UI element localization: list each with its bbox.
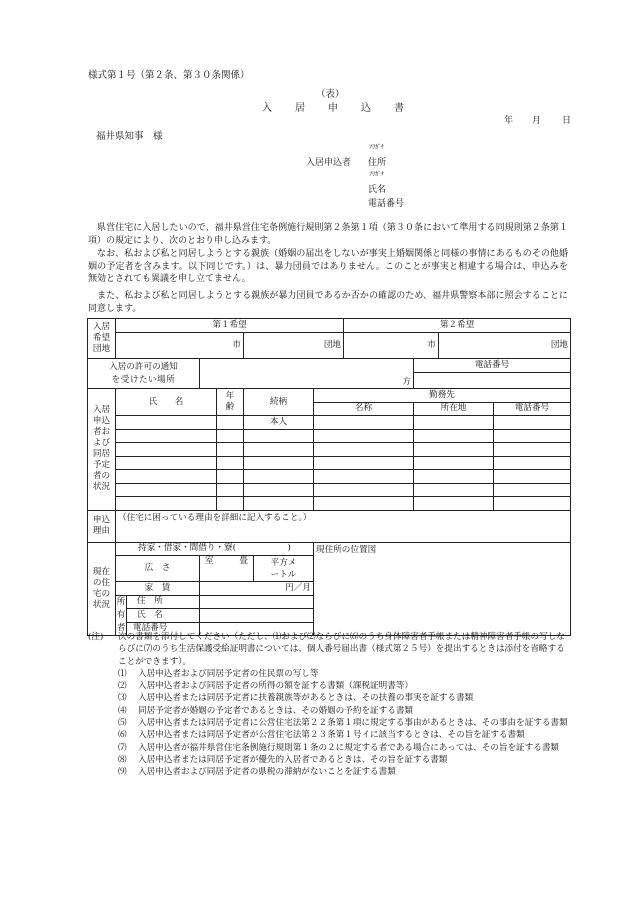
member-work-phone-field[interactable]: [494, 470, 571, 484]
member-relation-field[interactable]: [244, 470, 314, 484]
list-item: ⑼ 入居申込者および同居予定者の県税の滞納がないことを証する書類: [118, 767, 396, 778]
member-work-location-field[interactable]: [414, 416, 494, 430]
wish-1-city-field[interactable]: 市: [116, 333, 244, 359]
wish-2-danchi-field[interactable]: 団地: [439, 333, 571, 359]
member-work-name-field[interactable]: [314, 497, 414, 511]
room-field[interactable]: 室 畳: [200, 556, 254, 582]
current-housing-label: 現在 の住 宅の 状況: [88, 542, 116, 636]
member-work-name-field[interactable]: [314, 416, 414, 430]
member-work-phone-field[interactable]: [494, 429, 571, 443]
member-age-field[interactable]: [217, 456, 244, 470]
applicant-name-label: 氏名: [368, 185, 387, 195]
col-relation-header: 続柄: [244, 389, 314, 416]
wish-danchi-label: 入居 希望 団地: [88, 319, 116, 359]
member-row: [88, 416, 571, 430]
date-day: 日: [562, 116, 572, 126]
form-side-label: （表）: [316, 89, 345, 100]
page-title: 入 居 申 込 書: [262, 103, 405, 114]
col-work-header: 勤務先: [314, 389, 571, 403]
member-row: [88, 443, 571, 457]
furigana-label: ﾌﾘｶﾞﾅ: [369, 171, 385, 178]
owner-name-label: 氏 名: [127, 609, 200, 623]
member-row: [88, 470, 571, 484]
list-item: ⑵ 入居申込者および同居予定者の所得の額を証する書類（課税証明書等）: [118, 681, 414, 692]
member-work-name-field[interactable]: [314, 483, 414, 497]
member-work-phone-field[interactable]: [494, 497, 571, 511]
list-item: ⑶ 入居申込者または同居予定者に扶養親族等があるときは、その扶養の事実を証する書類: [118, 693, 474, 704]
member-relation-self: 本人: [244, 416, 314, 430]
reason-field[interactable]: [116, 510, 571, 542]
member-work-location-field[interactable]: [414, 456, 494, 470]
member-age-field[interactable]: [217, 429, 244, 443]
member-name-field[interactable]: [116, 416, 217, 430]
member-work-location-field[interactable]: [414, 429, 494, 443]
member-age-field[interactable]: [217, 470, 244, 484]
housing-type-options[interactable]: 持家・借家・間借り・寮( ): [116, 542, 314, 556]
member-work-name-field[interactable]: [314, 429, 414, 443]
member-work-location-field[interactable]: [414, 470, 494, 484]
notify-place-label: 入居の許可の通知 を受けたい場所: [88, 359, 200, 389]
member-row: [88, 483, 571, 497]
member-age-field[interactable]: [217, 483, 244, 497]
notify-place-field[interactable]: 方: [200, 359, 414, 389]
application-statement: 県営住宅に入居したいので、福井県営住宅条例施行規則第２条第１項（第３０条において準用する同規則第２条第１項）の規定により、次のとおり申し込みます。: [88, 223, 568, 246]
member-name-field[interactable]: [116, 483, 217, 497]
location-map-label: 現住所の位置図: [316, 544, 377, 555]
location-map-field[interactable]: [314, 542, 571, 636]
sqm-field[interactable]: 平方メ ートル: [254, 556, 314, 582]
members-status-label: 入居 申込 者お よび 同居 予定 者の 状況: [88, 389, 116, 511]
wish-1-header: 第１希望: [116, 319, 344, 333]
list-item: ⑻ 入居申込者または同居予定者が優先的入居者であるときは、その旨を証する書類: [118, 754, 448, 765]
wish-1-danchi-field[interactable]: 団地: [244, 333, 344, 359]
member-work-phone-field[interactable]: [494, 416, 571, 430]
list-item: ⑸ 入居申込者または同居予定者に公営住宅法第２２条第１項に規定する事由があるときは、その事由を証する書類: [118, 718, 568, 729]
member-name-field[interactable]: [116, 429, 217, 443]
member-row: [88, 497, 571, 511]
member-name-field[interactable]: [116, 456, 217, 470]
addressee: 福井県知事 様: [96, 131, 163, 142]
list-item: ⑴ 入居申込者および同居予定者の住民票の写し等: [118, 668, 319, 679]
member-relation-field[interactable]: [244, 497, 314, 511]
member-name-field[interactable]: [116, 443, 217, 457]
owner-address-field[interactable]: [200, 595, 314, 609]
col-work-location-header: 所在地: [414, 402, 494, 416]
rent-field[interactable]: 円／月: [200, 582, 314, 596]
date-year: 年: [504, 116, 514, 126]
list-item: ⑷ 同居予定者が婚姻の予定者であるときは、その婚姻の予約を証する書類: [118, 705, 414, 716]
application-form-table: [87, 318, 571, 636]
col-work-name-header: 名称: [314, 402, 414, 416]
wish-2-city-field[interactable]: 市: [344, 333, 439, 359]
member-work-name-field[interactable]: [314, 470, 414, 484]
rent-label: 家 賃: [116, 582, 200, 596]
list-item: ⑺ 入居申込者が福井県営住宅条例施行規則第１条の２に規定する者である場合にあっては、その旨を証する書類: [118, 742, 560, 753]
list-item: ⑹ 入居申込者または同居予定者が公営住宅法第２３条第１号イに該当するときは、その旨を証する書類: [118, 730, 525, 741]
member-work-name-field[interactable]: [314, 443, 414, 457]
member-age-field[interactable]: [217, 497, 244, 511]
member-relation-field[interactable]: [244, 443, 314, 457]
area-label: 広 さ: [116, 556, 200, 582]
owner-name-field[interactable]: [200, 609, 314, 623]
member-relation-field[interactable]: [244, 429, 314, 443]
furigana-label: ﾌﾘｶﾞﾅ: [369, 144, 385, 151]
member-work-location-field[interactable]: [414, 497, 494, 511]
member-age-field[interactable]: [217, 443, 244, 457]
member-row: [88, 429, 571, 443]
member-age-field[interactable]: [217, 416, 244, 430]
member-row: [88, 456, 571, 470]
attachment-notes: [88, 631, 573, 779]
notify-phone-field[interactable]: [414, 373, 571, 389]
police-inquiry-consent: また、私および私と同居しようとする親族が暴力団員であるか否かの確認のため、福井県警察本部に照会することに同意します。: [88, 291, 568, 314]
col-work-phone-header: 電話番号: [494, 402, 571, 416]
member-relation-field[interactable]: [244, 456, 314, 470]
owner-phone-label: 電話番号: [127, 622, 200, 636]
member-work-location-field[interactable]: [414, 443, 494, 457]
notes-intro: 次の書類を添付してください（ただし、⑴および⑵ならびに⑹のうち身体障害者手帳または精神障害者手帳の写しならびに⑺のうち生活保護受給証明書については、個人番号届出書（様式第２５号）を提出するときは添付を省略することができます）。: [118, 632, 565, 667]
applicant-label: 入居申込者: [306, 158, 352, 168]
col-age-header: 年 齢: [217, 389, 244, 416]
applicant-phone-label: 電話番号: [368, 199, 405, 209]
member-work-name-field[interactable]: [314, 456, 414, 470]
owner-address-label: 住 所: [127, 595, 200, 609]
form-number: 様式第１号（第２条、第３０条関係）: [88, 70, 250, 81]
member-name-field[interactable]: [116, 497, 217, 511]
col-name-header: 氏 名: [116, 389, 217, 416]
notes-label: (注): [88, 632, 104, 642]
member-work-phone-field[interactable]: [494, 483, 571, 497]
reason-label: 申込 理由: [88, 510, 116, 542]
member-work-location-field[interactable]: [414, 483, 494, 497]
wish-2-header: 第２希望: [344, 319, 571, 333]
reason-note: （住宅に困っている理由を詳細に記入すること。）: [118, 512, 312, 523]
owner-label: 所 有 者: [116, 595, 127, 636]
member-relation-field[interactable]: [244, 483, 314, 497]
member-name-field[interactable]: [116, 470, 217, 484]
anti-gang-declaration: なお、私および私と同居しようとする親族（婚姻の届出をしないが事実上婚姻関係と同様の事情にあるものその他婚姻の予定者を含みます。以下同じです。）は、暴力団員ではありません。このことが事実と相違する場合は、申込みを無効とされても異議を申し立てません。: [88, 249, 568, 285]
date-month: 月: [532, 116, 542, 126]
applicant-address-label: 住所: [368, 158, 387, 168]
member-work-phone-field[interactable]: [494, 456, 571, 470]
member-work-phone-field[interactable]: [494, 443, 571, 457]
notify-phone-label: 電話番号: [414, 359, 571, 373]
